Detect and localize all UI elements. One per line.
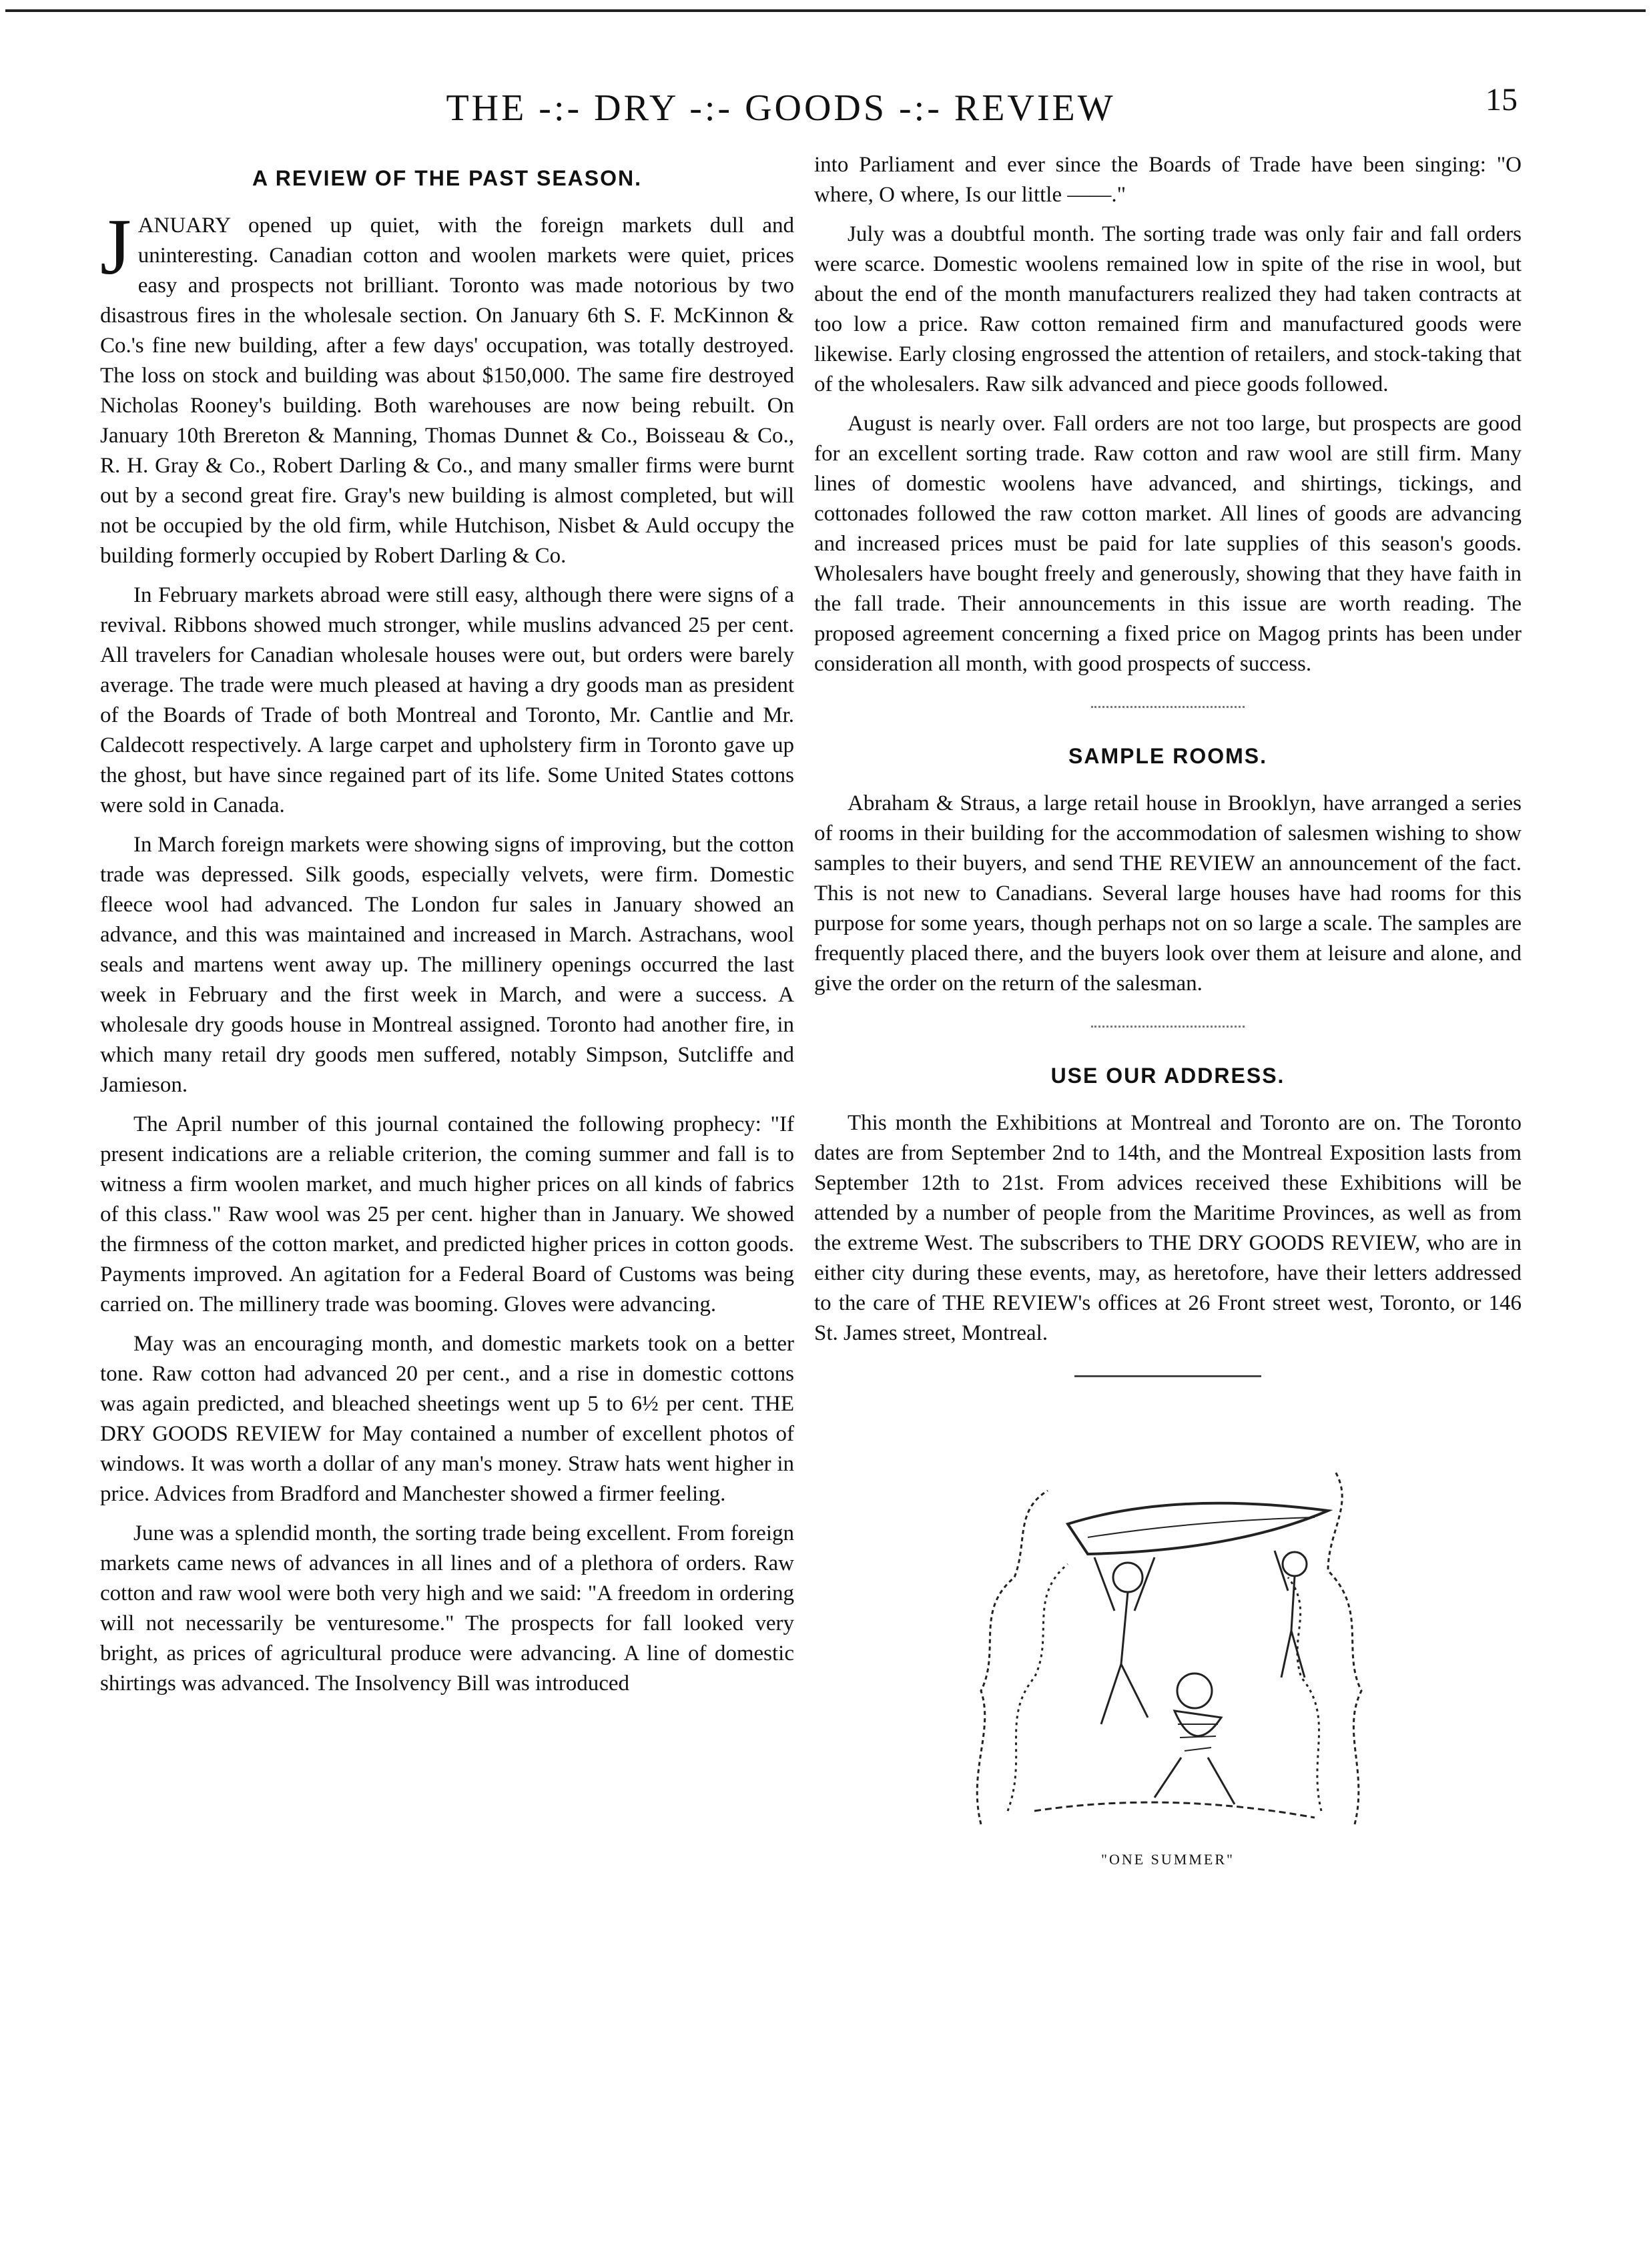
- drop-cap: J: [100, 202, 131, 291]
- right-column: [814, 150, 1522, 1874]
- top-border: [5, 9, 1646, 12]
- article-paragraph: In March foreign markets were showing signs of improving, but the cotton trade was depressed. Silk goods, especially velvets, were firm. Domestic fleece wool had advanced. The London fur sales in January showed an advance, and this was maintained and increased in March. Astrachans, wool seals and martens went away up. The millinery openings occurred the last week in February and the first week in March, and were a success. A wholesale dry goods house in Montreal assigned. Toronto had another fire, in which many retail dry goods men suffered, notably Simpson, Sutcliffe and Jamieson.: [100, 833, 794, 1097]
- illustration: [814, 1411, 1522, 1874]
- page-number: 15: [1485, 82, 1518, 117]
- article-paragraph: This month the Exhibitions at Montreal and Toronto are on. The Toronto dates are from September 2nd to 14th, and the Montreal Exposition lasts from September 12th to 21st. From advices received these Exhibitions will be attended by a number of people from the Maritime Provinces, as well as from the extreme West. The subscribers to THE DRY GOODS REVIEW, who are in either city during these events, may, as heretofore, have their letters addressed to the care of THE REVIEW's offices at 26 Front street west, Toronto, or 146 St. James street, Montreal.: [814, 1111, 1522, 1345]
- section-divider: [1091, 706, 1245, 708]
- section-divider: [1074, 1375, 1261, 1377]
- article-paragraph: July was a doubtful month. The sorting trade was only fair and fall orders were scarce. Domestic woolens remained low in spite of the rise in wool, but about the end of the month manufacturers realized they had taken contracts at too low a price. Raw cotton remained firm and manufactured goods were likewise. Early closing engrossed the attention of retailers, and stock-taking that of the wholesalers. Raw silk advanced and piece goods followed.: [814, 222, 1522, 396]
- article-paragraph: The April number of this journal contained the following prophecy: "If present indications are a reliable criterion, the coming summer and fall is to witness a firm woolen market, and much higher prices on all kinds of fabrics of this class." Raw wool was 25 per cent. higher than in January. We showed the firmness of the cotton market, and predicted higher prices in cotton goods. Payments improved. An agitation for a Federal Board of Customs was being carried on. The millinery trade was booming. Gloves were advancing.: [100, 1112, 794, 1316]
- article-paragraph: into Parliament and ever since the Boards of Trade have been singing: "O where, O where, Is our little ——.": [814, 153, 1522, 207]
- article-paragraph: Abraham & Straus, a large retail house in Brooklyn, have arranged a series of rooms in their building for the accommodation of salesmen wishing to show samples to their buyers, and send THE REVIEW an announcement of the fact. This is not new to Canadians. Several large houses have had rooms for this purpose for some years, though perhaps not on so large a scale. The samples are frequently placed there, and the buyers look over them at leisure and alone, and give the order on the return of the salesman.: [814, 791, 1522, 996]
- article-paragraph: May was an encouraging month, and domestic markets took on a better tone. Raw cotton had advanced 20 per cent., and a rise in domestic cottons was again predicted, and bleached sheetings went up 5 to 6½ per cent. THE DRY GOODS REVIEW for May contained a number of excellent photos of windows. It was worth a dollar of any man's money. Straw hats went higher in price. Advices from Bradford and Manchester showed a firmer feeling.: [100, 1332, 794, 1506]
- masthead: THE -:- DRY -:- GOODS -:- REVIEW: [446, 87, 1116, 129]
- illustration-caption: "ONE SUMMER": [1100, 1851, 1235, 1868]
- article-paragraph: In February markets abroad were still easy, although there were signs of a revival. Ribbons showed much stronger, while muslins advanced 25 per cent. All travelers for Canadian wholesale houses were out, but orders were barely average. The trade were much pleased at having a dry goods man as president of the Boards of Trade of both Montreal and Toronto, Mr. Cantlie and Mr. Caldecott respectively. A large carpet and upholstery firm in Toronto gave up the ghost, but have since regained part of its life. Some United States cottons were sold in Canada.: [100, 583, 794, 817]
- article-paragraph: June was a splendid month, the sorting trade being excellent. From foreign markets came news of advances in all lines and of a plethora of orders. Raw cotton and raw wool were both very high and we said: "A freedom in ordering will not necessarily be venturesome." The prospects for fall looked very bright, as prices of agricultural produce were advancing. A line of domestic shirtings was advanced. The Insolvency Bill was introduced: [100, 1521, 794, 1695]
- canoe-illustration: [954, 1411, 1381, 1838]
- article-heading-review: A REVIEW OF THE PAST SEASON.: [252, 166, 643, 190]
- left-column: [100, 163, 794, 1708]
- article-heading-use-our-address: USE OUR ADDRESS.: [1050, 1064, 1285, 1088]
- section-divider: [1091, 1026, 1245, 1028]
- article-paragraph: August is nearly over. Fall orders are not too large, but prospects are good for an excellent sorting trade. Raw cotton and raw wool are still firm. Many lines of domestic woolens have advanced, and shirtings, tickings, and cottonades followed the raw cotton market. All lines of goods are advancing and increased prices must be paid for late supplies of this season's goods. Wholesalers have bought freely and generously, showing that they have faith in the fall trade. Their announcements in this issue are worth reading. The proposed agreement concerning a fixed price on Magog prints has been under consideration all month, with good prospects of success.: [814, 412, 1522, 676]
- article-paragraph: JANUARY opened up quiet, with the foreign markets dull and uninteresting. Canadian cotton and woolen markets were quiet, prices easy and prospects not brilliant. Toronto was made notorious by two disastrous fires in the wholesale section. On January 6th S. F. McKinnon & Co.'s fine new building, after a few days' occupation, was totally destroyed. The loss on stock and building was about $150,000. The same fire destroyed Nicholas Rooney's building. Both warehouses are now being rebuilt. On January 10th Brereton & Manning, Thomas Dunnet & Co., Boisseau & Co., R. H. Gray & Co., Robert Darling & Co., and many smaller firms were burnt out by a second great fire. Gray's new building is almost completed, but will not be occupied by the old firm, while Hutchison, Nisbet & Auld occupy the building formerly occupied by Robert Darling & Co.: [100, 202, 794, 568]
- article-heading-sample-rooms: SAMPLE ROOMS.: [1068, 744, 1267, 768]
